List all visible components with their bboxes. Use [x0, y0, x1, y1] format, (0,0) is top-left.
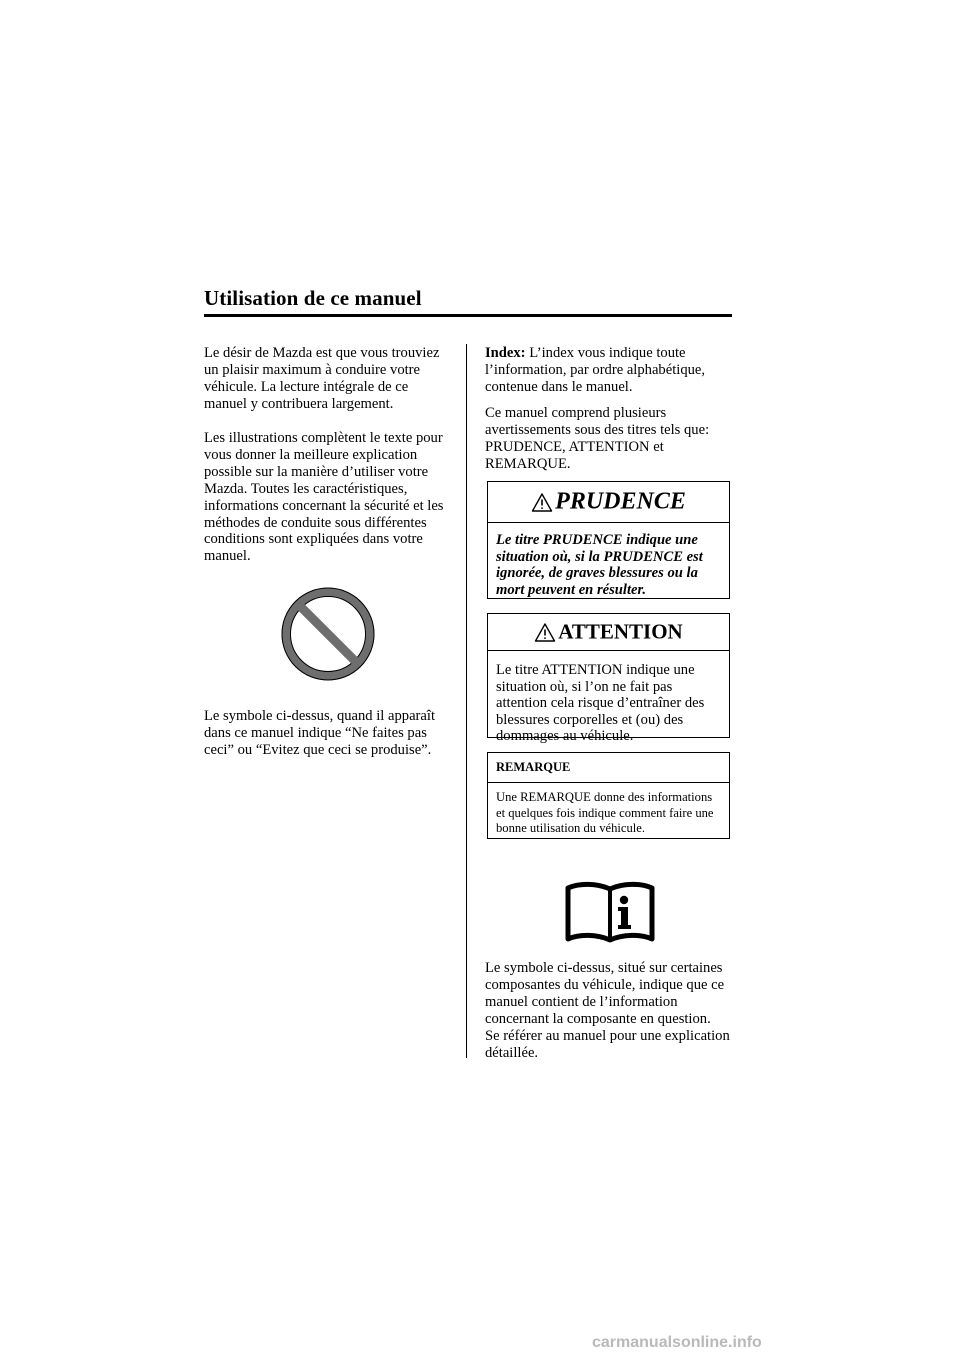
- intro-paragraph: Le désir de Mazda est que vous trouviez un plaisir maximum à conduire votre véhicule. La lecture intégrale de ce manuel y contribuera largement.: [204, 345, 440, 412]
- warning-triangle-icon: [531, 492, 553, 512]
- index-paragraph: [485, 345, 735, 396]
- remarque-box: [487, 752, 730, 839]
- attention-box: [487, 613, 730, 745]
- warnings-paragraph: Ce manuel comprend plusieurs avertissements sous des titres tels que: PRUDENCE, ATTENTION et REMARQUE.: [485, 405, 710, 472]
- attention-title: ATTENTION: [558, 619, 683, 644]
- index-label: Index:: [485, 345, 526, 361]
- symbol-explanation: Le symbole ci-dessus, quand il apparaît dans ce manuel indique “Ne faites pas ceci” ou “Evitez que ceci se produise”.: [204, 708, 436, 758]
- remarque-title: REMARQUE: [488, 753, 729, 783]
- prudence-title: PRUDENCE: [555, 488, 686, 515]
- prudence-header: [488, 482, 729, 523]
- manual-symbol-paragraph: Le symbole ci-dessus, situé sur certaines composantes du véhicule, indique que ce manuel contient de l’information concernant la composante en question. Se référer au manuel pour une explication détaillée.: [485, 960, 730, 1061]
- prohibition-icon: [280, 586, 376, 682]
- index-text: L’index vous indique toute l’information, par ordre alphabétique, contenue dans le manuel.: [485, 345, 706, 395]
- title-rule: [204, 314, 732, 317]
- column-divider: [466, 344, 467, 1058]
- remarque-text: Une REMARQUE donne des informations et quelques fois indique comment faire une bonne utilisation du véhicule.: [496, 790, 714, 836]
- prudence-text: Le titre PRUDENCE indique une situation où, si la PRUDENCE est ignorée, de graves blessures ou la mort peuvent en résulter.: [496, 532, 703, 598]
- watermark: carmanualsonline.info: [592, 1334, 762, 1351]
- page-title: Utilisation de ce manuel: [204, 286, 422, 310]
- manual-info-icon: [563, 881, 657, 943]
- warning-triangle-icon: [534, 622, 556, 642]
- prudence-box: [487, 481, 730, 599]
- attention-text: Le titre ATTENTION indique une situation où, si l’on ne fait pas attention cela risque d’entraîner des blessures corporelles et (ou) des dommages au véhicule.: [496, 662, 705, 745]
- attention-header: [488, 614, 729, 651]
- illustrations-paragraph: Les illustrations complètent le texte pour vous donner la meilleure explication possible sur la manière d’utiliser votre Mazda. Toutes les caractéristiques, informations concernant la sécurité et les méthodes de conduite sous différentes conditions sont expliquées dans votre manuel.: [204, 430, 444, 565]
